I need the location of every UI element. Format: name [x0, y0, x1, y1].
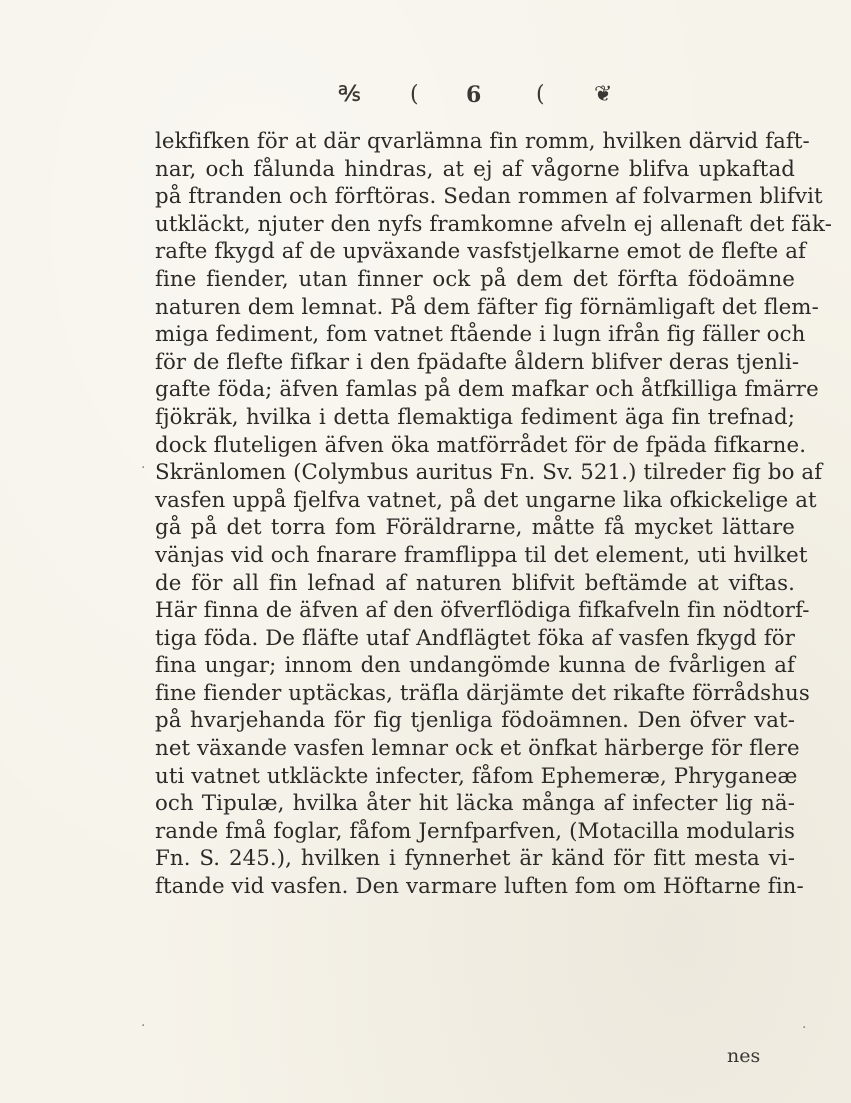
text-line: fine fiender uptäckas, träfla därjämte det rikafte förrådshus [155, 680, 810, 706]
margin-speck: · [802, 1020, 807, 1036]
text-line: miga fediment, fom vatnet ftående i lugn ifrån fig fäller och [155, 322, 806, 348]
text-line: gå på det torra fom Föräldrarne, måtte få mycket lättare [155, 515, 795, 541]
text-line: Fn. S. 245.), hvilken i fynnerhet är känd för fitt mesta vi- [155, 846, 795, 872]
text-line: de för all fin lefnad af naturen blifvit beftämde at viftas. [155, 570, 795, 596]
text-line: dock fluteligen äfven öka matförrådet för de fpäda fifkarne. [155, 432, 807, 458]
text-line: och Tipulæ, hvilka åter hit läcka många af infecter lig nä- [155, 791, 795, 817]
text-line: fjökräk, hvilka i detta flemaktiga fediment äga fin trefnad; [155, 404, 795, 430]
page-number: 6 [466, 82, 482, 108]
text-line: rande fmå foglar, fåfom Jernfparfven, (Motacilla modularis [155, 818, 795, 844]
text-line: gafte föda; äfven famlas på dem mafkar och åtfkilliga fmärre [155, 377, 819, 403]
text-line: Här finna de äfven af den öfverflödiga fifkafveln fin nödtorf- [155, 598, 810, 624]
catchword: nes [727, 1045, 761, 1067]
text-line: vasfen uppå fjelfva vatnet, på det ungarne lika ofkickelige at [155, 487, 817, 513]
text-line: lekfifken för at där qvarlämna fin romm, hvilken därvid faft- [155, 129, 810, 154]
header-paren-close: ( [536, 82, 545, 107]
text-line: tiga föda. De fläfte utaf Andflägtet föka af vasfen fkygd för [155, 625, 795, 651]
text-line: utkläckt, njuter den nyfs framkomne afveln ej allenaft det fäk- [155, 211, 832, 237]
text-line: för de flefte fifkar i den fpädafte åldern blifver deras tjenli- [155, 349, 800, 375]
text-line: uti vatnet utkläckte infecter, fåfom Ephemeræ, Phryganeæ [155, 763, 798, 789]
text-line: på hvarjehanda för fig tjenliga födoämnen. Den öfver vat- [155, 708, 795, 734]
text-line: Skränlomen (Colymbus auritus Fn. Sv. 521.) tilreder fig bo af [155, 460, 823, 486]
header-paren-open: ( [410, 82, 419, 107]
text-line: fina ungar; innom den undangömde kunna de fvårligen af [155, 653, 795, 679]
page-header [0, 82, 851, 112]
margin-speck: · [141, 1018, 146, 1034]
body-text [155, 128, 832, 901]
text-line: nar, och fålunda hindras, at ej af vågorne blifva upkaftad [155, 156, 795, 182]
text-line: vänjas vid och fnarare framflippa til det element, uti hvilket [155, 542, 808, 568]
text-line: fine fiender, utan finner ock på dem det förfta födoämne [155, 266, 795, 292]
text-line: net växande vasfen lemnar ock et önfkat härberge för flere [155, 736, 800, 762]
margin-speck: · [141, 460, 146, 476]
text-line: naturen dem lemnat. På dem fäfter fig förnämligaft det flem- [155, 294, 819, 320]
text-line: på ftranden och förftöras. Sedan rommen af folvarmen blifvit [155, 184, 823, 210]
header-ornament-left: ℁ [338, 82, 361, 107]
text-line: ftande vid vasfen. Den varmare luften fom om Höftarne fin- [155, 874, 804, 900]
text-line: rafte fkygd af de upväxande vasfstjelkarne emot de flefte af [155, 239, 806, 265]
header-ornament-right: ❦ [594, 82, 613, 107]
